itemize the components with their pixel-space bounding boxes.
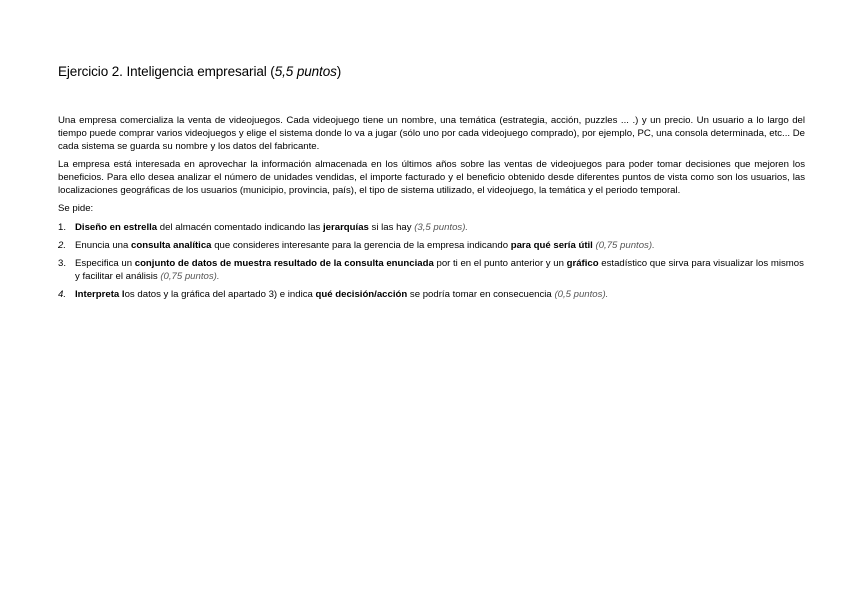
task-points: (3,5 puntos) [414, 222, 466, 233]
task-text-1: os datos y la gráfica del apartado 3) e indica [124, 289, 316, 300]
title-points: 5,5 puntos [274, 64, 337, 79]
task-points: (0,5 puntos) [554, 289, 606, 300]
task-item-3 [58, 257, 805, 283]
task-end: . [652, 240, 655, 251]
task-points: (0,75 puntos) [160, 271, 217, 282]
task-number: 3. [58, 258, 67, 269]
task-end: . [605, 289, 609, 300]
task-end: . [216, 271, 220, 282]
task-text-2: se podría tomar en consecuencia [407, 289, 555, 300]
title-close: ) [336, 64, 342, 79]
task-item-1 [58, 221, 805, 234]
task-text-0: Enuncia una [75, 240, 132, 251]
task-text-1: por ti en el punto anterior y un [433, 258, 567, 269]
task-text-1: del almacén comentado indicando las [157, 222, 323, 233]
exercise-title [58, 64, 341, 79]
task-bold-1: consulta analítica [131, 240, 212, 251]
task-end: . [465, 222, 469, 233]
paragraph-intro: Una empresa comercializa la venta de videojuegos. Cada videojuego tiene un nombre, una temática (estrategia, acción, puzzles ... .) y un precio. Un usuario a lo largo del tiempo puede comprar varios videojuegos y elige el sistema donde lo va a jugar (sólo uno por cada videojuego comprado), por ejemplo, PC, una consola determinada, etc... De cada sistema se guarda su nombre y los datos del fabricante. [58, 115, 805, 152]
task-text-0: Especifica un [75, 258, 135, 269]
exercise-body [58, 114, 805, 306]
task-number: 2. [58, 240, 67, 251]
task-text-1: que consideres interesante para la gerencia de la empresa indicando [211, 240, 511, 251]
task-item-2 [58, 239, 805, 252]
se-pide-label: Se pide: [58, 203, 94, 214]
task-text-2: estadístico que sirva para visualizar los mismos y facilitar el análisis [75, 258, 804, 282]
paragraph-objective: La empresa está interesada en aprovechar la información almacenada en los últimos años sobre las ventas de videojuegos para poder tomar decisiones que mejoren los beneficios. Para ello desea analizar el número de unidades vendidas, el importe facturado y el beneficio obtenido desde diferentes puntos de vista como son los usuarios, las localizaciones geográficas de los usuarios (municipio, provincia, país), el tipo de sistema utilizado, el videojuego, la temática y el periodo temporal. [58, 159, 805, 196]
task-points: (0,75 puntos) [595, 240, 653, 251]
task-bold-1: conjunto de datos de muestra resultado de la consulta enunciada [134, 258, 434, 269]
task-list [58, 221, 805, 301]
task-text-2: si las hay [368, 222, 415, 233]
task-bold-2: jerarquías [323, 222, 369, 233]
task-bold-1: Interpreta l [75, 289, 125, 300]
task-bold-1: Diseño en estrella [75, 222, 158, 233]
title-text: Ejercicio 2. Inteligencia empresarial ( [58, 64, 275, 79]
task-bold-2: gráfico [566, 258, 599, 269]
task-bold-2: para qué sería útil [510, 240, 593, 251]
task-number: 4. [58, 289, 67, 300]
task-number: 1. [58, 222, 67, 233]
task-item-4 [58, 288, 805, 301]
task-bold-2: qué decisión/acción [315, 289, 408, 300]
